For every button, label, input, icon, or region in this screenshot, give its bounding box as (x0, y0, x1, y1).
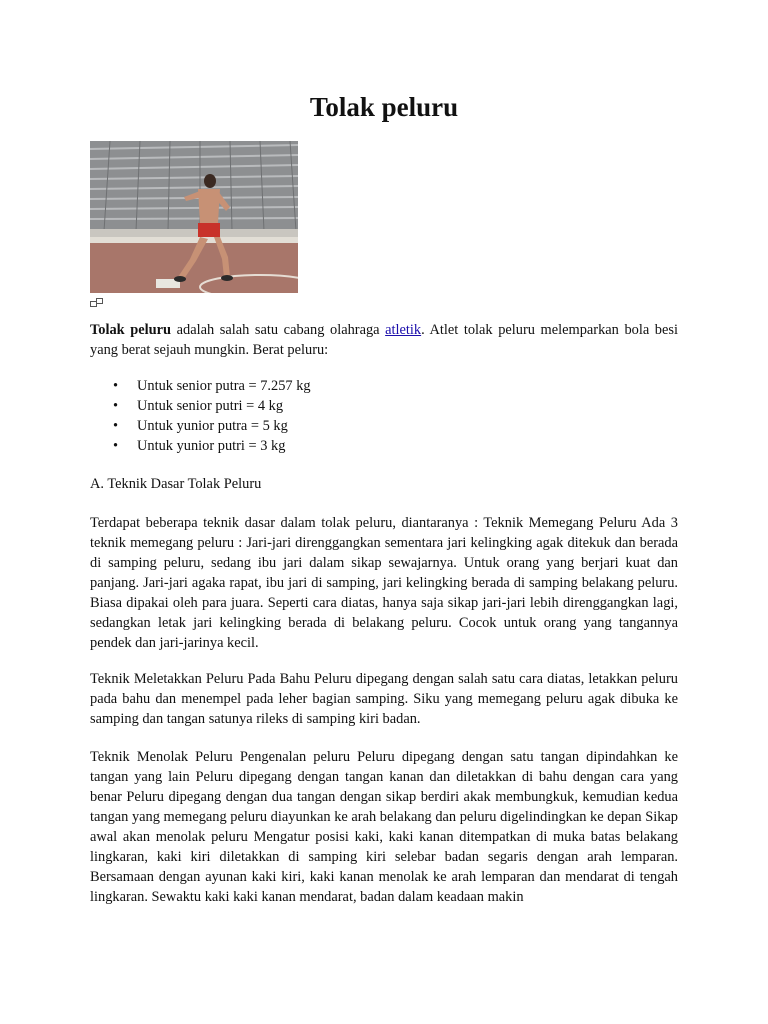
list-item (90, 436, 311, 456)
list-item-text: Untuk yunior putri = 3 kg (137, 438, 286, 454)
intro-text-after-link: . Atlet tolak peluru melemparkan bola besi yang berat sejauh mungkin. Berat peluru: (90, 322, 678, 358)
list-item (90, 416, 311, 436)
image-anchor-icon (90, 294, 104, 303)
section-heading: A. Teknik Dasar Tolak Peluru (90, 476, 262, 492)
shot-put-photo (90, 141, 298, 293)
intro-paragraph (90, 320, 678, 360)
paragraph-grip: Terdapat beberapa teknik dasar dalam tolak peluru, diantaranya : Teknik Memegang Peluru Ada 3 teknik memegang peluru : Jari-jari direnggangkan sementara jari kelingking agak ditekuk dan berada di samping peluru, sedang ibu jari dalam sikap sewajarnya. Untuk orang yang berjari kuat dan panjang. Jari-jari agaka rapat, ibu jari di samping, jari kelingking berada di samping belakang peluru. Biasa dipakai oleh para juara. Seperti cara diatas, hanya saja sikap jari-jari lebih direnggangkan lagi, sedangkan letak jari kelingking berada di belakang peluru. Cocok untuk orang yang tangannya pendek dan jari-jarinya kecil. (90, 515, 678, 651)
bullet-icon: • (113, 398, 119, 414)
list-item (90, 396, 311, 416)
atletik-link[interactable]: atletik (385, 322, 422, 338)
bullet-icon: • (113, 378, 119, 394)
bullet-icon: • (113, 418, 119, 434)
paragraph-throw: Teknik Menolak Peluru Pengenalan peluru Peluru dipegang dengan satu tangan dipindahkan ke tangan yang lain Peluru dipegang dengan tangan kanan dan diletakkan di bahu dengan cara yang benar Peluru dipegang dengan dua tangan dengan sikap berdiri akak membungkuk, kemudian kedua tangan yang memegang peluru diayunkan ke arah belakang dan peluru digelindingkan ke depan Sikap awal akan menolak peluru Mengatur posisi kaki, kaki kanan ditempatkan di muka batas belakang lingkaran, kaki kiri diletakkan di samping kiri selebar badan segaris dengan arah lemparan. Bersamaan dengan ayunan kaki kiri, kaki kanan menolak ke arah lemparan dan mendarat di tengah lingkaran. Sewaktu kaki kaki kanan mendarat, badan dalam keadaan makin (90, 749, 678, 905)
intro-text-before-link: adalah salah satu cabang olahraga (171, 322, 386, 338)
list-item-text: Untuk yunior putra = 5 kg (137, 418, 288, 434)
paragraph-shoulder: Teknik Meletakkan Peluru Pada Bahu Peluru dipegang dengan salah satu cara diatas, letakkan peluru pada bahu dan menempel pada leher bagian samping. Siku yang memegang peluru agak dibuka ke samping dan tangan satunya rileks di samping kiri badan. (90, 671, 678, 727)
bullet-icon: • (113, 438, 119, 454)
intro-bold-term: Tolak peluru (90, 322, 172, 338)
list-item-text: Untuk senior putra = 7.257 kg (137, 378, 311, 394)
list-item (90, 376, 311, 396)
page-title: Tolak peluru (309, 92, 459, 122)
weights-list (90, 376, 311, 456)
list-item-text: Untuk senior putri = 4 kg (137, 398, 284, 414)
